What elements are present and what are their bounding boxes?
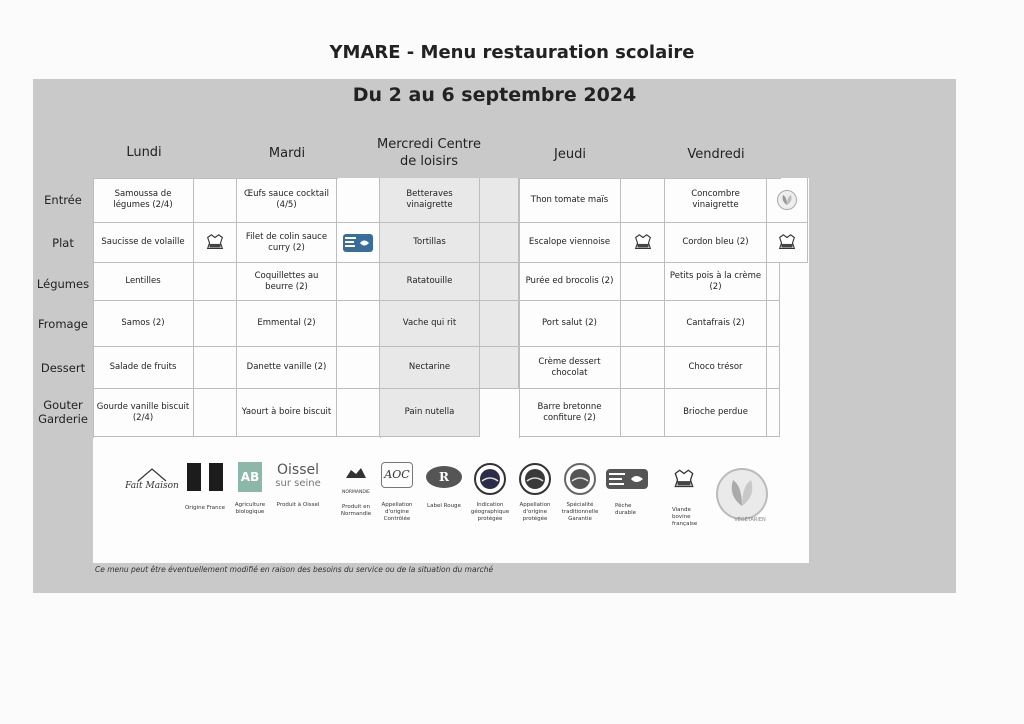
cell-vendredi-fromage: Cantafrais (2) (665, 301, 767, 347)
legend-produit-normandie-label: Produit en Normandie (340, 504, 372, 517)
cell-lundi-legumes: Lentilles (93, 263, 194, 301)
day-header-lundi: Lundi (126, 145, 162, 160)
legend-viande-bovine-label: Viande bovine française (672, 507, 698, 527)
oissel-logo-subtitle: sur seine (275, 478, 321, 489)
cell-mardi-entree: Œufs sauce cocktail (4/5) (237, 178, 337, 223)
cell-mercredi-entree: Betteraves vinaigrette (380, 178, 480, 223)
logo-cell-mardi-fromage (337, 301, 380, 347)
cell-lundi-dessert: Salade de fruits (93, 347, 194, 389)
date-range-title: Du 2 au 6 septembre 2024 (352, 84, 637, 106)
cell-lundi-fromage: Samos (2) (93, 301, 194, 347)
cell-lundi-entree: Samoussa de légumes (2/4) (93, 178, 194, 223)
legend-aop-label: Appellation d'origine protégée (519, 502, 551, 522)
logo-cell-vendredi-dessert (767, 347, 780, 389)
logo-cell-jeudi-fromage (621, 301, 665, 347)
legend-peche-durable (603, 468, 651, 517)
igp-seal-icon (473, 462, 507, 496)
stg-seal-icon (563, 462, 597, 496)
svg-text:Fait Maison: Fait Maison (125, 481, 179, 491)
logo-cell-jeudi-entree (621, 178, 665, 223)
legend-aoc (372, 462, 422, 523)
logo-cell-vendredi-entree (767, 178, 808, 223)
vegetarien-icon (776, 189, 798, 211)
viande-bovine-francaise-icon (632, 232, 654, 254)
row-label-dessert: Dessert (40, 361, 86, 375)
legend-origine-france-label: Origine France (184, 505, 226, 511)
cell-mercredi-dessert: Nectarine (380, 347, 480, 389)
legend-produit-oissel-label: Produit à Oissel (276, 502, 320, 508)
legend-agriculture-bio-label: Agriculture biologique (234, 502, 266, 515)
legend-origine-france (180, 463, 230, 512)
logo-cell-lundi-legumes (194, 263, 237, 301)
cell-jeudi-entree: Thon tomate maïs (519, 178, 621, 223)
logo-cell-jeudi-dessert (621, 347, 665, 389)
logo-cell-jeudi-gouter (621, 389, 665, 437)
day-header-jeudi: Jeudi (554, 147, 586, 162)
legend-igp (468, 462, 512, 523)
cell-vendredi-entree: Concombre vinaigrette (665, 178, 767, 223)
logo-cell-vendredi-plat (767, 223, 808, 263)
cell-mercredi-plat: Tortillas (380, 223, 480, 263)
viande-bovine-francaise-icon (671, 466, 697, 494)
logo-cell-mardi-dessert (337, 347, 380, 389)
cell-jeudi-plat: Escalope viennoise (519, 223, 621, 263)
day-header-mardi: Mardi (268, 146, 306, 161)
normandie-logo-icon (343, 464, 369, 486)
viande-bovine-francaise-icon (776, 232, 798, 254)
legend-label-rouge (422, 464, 466, 510)
legend-aoc-label: Appellation d'origine Contrôlée (381, 502, 413, 522)
cell-mercredi-fromage: Vache qui rit (380, 301, 480, 347)
footer-disclaimer: Ce menu peut être éventuellement modifié en raison des besoins du service ou de la situation du marché (95, 565, 494, 574)
logo-cell-lundi-plat (194, 223, 237, 263)
cell-mardi-fromage: Emmental (2) (237, 301, 337, 347)
legend-peche-durable-label: Pêche durable (615, 503, 637, 516)
cell-mardi-legumes: Coquillettes au beurre (2) (237, 263, 337, 301)
legend-stg (558, 462, 602, 523)
logo-cell-mardi-entree (337, 178, 380, 223)
cell-jeudi-legumes: Purée ed brocolis (2) (519, 263, 621, 301)
legend-aop (513, 462, 557, 523)
logo-cell-mercredi-plat (480, 223, 519, 263)
cell-vendredi-plat: Cordon bleu (2) (665, 223, 767, 263)
cell-vendredi-legumes: Petits pois à la crème (2) (665, 263, 767, 301)
main-title: YMARE - Menu restauration scolaire (329, 42, 695, 63)
legend-igp-label: Indication géographique protégée (470, 502, 510, 522)
legend-viande-bovine (662, 466, 706, 528)
logo-cell-vendredi-fromage (767, 301, 780, 347)
logo-cell-mardi-legumes (337, 263, 380, 301)
logo-cell-lundi-gouter (194, 389, 237, 437)
logo-cell-lundi-fromage (194, 301, 237, 347)
peche-durable-icon (342, 233, 374, 253)
viande-bovine-francaise-icon (204, 232, 226, 254)
row-label-plat: Plat (52, 236, 74, 250)
logo-cell-jeudi-plat (621, 223, 665, 263)
oissel-logo-icon: Oissel (277, 462, 319, 478)
cell-vendredi-gouter: Brioche perdue (665, 389, 767, 437)
svg-text:VÉGÉTARIEN: VÉGÉTARIEN (734, 517, 766, 523)
row-label-gouter: Gouter Garderie (38, 398, 88, 426)
ab-logo-icon: AB (238, 462, 262, 492)
logo-cell-mercredi-entree (480, 178, 519, 223)
logo-cell-mercredi-legumes (480, 263, 519, 301)
cell-lundi-gouter: Gourde vanille biscuit (2/4) (93, 389, 194, 437)
label-rouge-icon (424, 464, 464, 490)
cell-jeudi-dessert: Crème dessert chocolat (519, 347, 621, 389)
row-label-fromage: Fromage (38, 317, 88, 331)
cell-vendredi-dessert: Choco trésor (665, 347, 767, 389)
logo-cell-mercredi-fromage (480, 301, 519, 347)
legend-fait-maison (125, 463, 179, 496)
svg-text:R: R (439, 470, 449, 484)
cell-jeudi-gouter: Barre bretonne confiture (2) (519, 389, 621, 437)
legend-vegetarien (712, 466, 772, 529)
legend-stg-label: Spécialité traditionnelle Garantie (561, 502, 599, 522)
vegetarien-icon (714, 466, 770, 526)
day-header-mercredi: Mercredi Centre de loisirs (377, 137, 481, 169)
legend-label-rouge-label: Label Rouge (427, 503, 461, 509)
normandie-logo-text: NORMANDIE (342, 490, 370, 495)
cell-mercredi-legumes: Ratatouille (380, 263, 480, 301)
peche-durable-icon (605, 468, 649, 490)
logo-cell-vendredi-gouter (767, 389, 780, 437)
cell-mardi-dessert: Danette vanille (2) (237, 347, 337, 389)
row-label-entree: Entrée (44, 193, 82, 207)
logo-cell-lundi-dessert (194, 347, 237, 389)
logo-cell-jeudi-legumes (621, 263, 665, 301)
row-label-legumes: Légumes (36, 277, 90, 291)
legend-agriculture-bio (228, 462, 272, 516)
logo-cell-mardi-plat (337, 223, 380, 263)
aop-seal-icon (518, 462, 552, 496)
logo-cell-vendredi-legumes (767, 263, 780, 301)
logo-cell-lundi-entree (194, 178, 237, 223)
cell-mardi-gouter: Yaourt à boire biscuit (237, 389, 337, 437)
day-header-vendredi: Vendredi (687, 147, 745, 162)
logo-cell-mardi-gouter (337, 389, 380, 437)
french-flag-icon (180, 463, 230, 491)
aoc-logo-icon: AOC (381, 462, 413, 488)
cell-mardi-plat: Filet de colin sauce curry (2) (237, 223, 337, 263)
cell-mercredi-gouter: Pain nutella (380, 389, 480, 437)
fait-maison-icon (125, 463, 179, 493)
cell-jeudi-fromage: Port salut (2) (519, 301, 621, 347)
legend-produit-oissel (270, 462, 326, 509)
cell-lundi-plat: Saucisse de volaille (93, 223, 194, 263)
logo-cell-mercredi-dessert (480, 347, 519, 389)
